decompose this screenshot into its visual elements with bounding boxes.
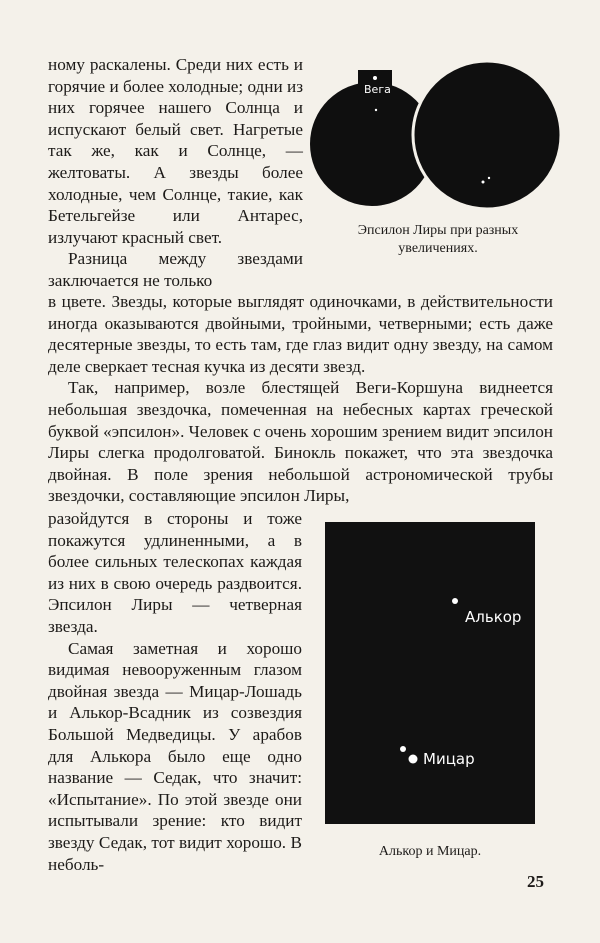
alcor-label: Алькор bbox=[465, 608, 522, 626]
epsilon-star bbox=[375, 109, 377, 111]
epsilon-star-a bbox=[482, 181, 485, 184]
text-block-top bbox=[48, 54, 303, 292]
vega-label: Вега bbox=[364, 83, 391, 96]
paragraph: разойдутся в стороны и тоже покажутся удлиненными, а в более сильных телескопах каждая из них в свою очередь раздвоится. Эпсилон Лиры — четверная звезда. bbox=[48, 509, 302, 636]
sky-background bbox=[325, 522, 535, 824]
mizar-label: Мицар bbox=[423, 750, 475, 768]
page-number: 25 bbox=[527, 872, 544, 891]
paragraph: Самая заметная и хорошо видимая невооруженным глазом двойная звезда — Мицар-Лошадь и Алькор-Всадник из созвездия Большой Медведицы. У арабов для Алькора было еще одно название — Седак, что значит: «Испытание». По этой звезде они испытывали зрение: кто видит звезду Седак, тот видит хорошо. В неболь- bbox=[48, 638, 302, 874]
mizar-star-b bbox=[409, 755, 418, 764]
figure-1-caption: Эпсилон Лиры при разных увеличениях. bbox=[357, 223, 519, 256]
alcor-mizar-illustration bbox=[325, 522, 535, 824]
paragraph: Разница между звездами заключается не только bbox=[48, 249, 303, 290]
figure-epsilon-lyrae bbox=[310, 62, 560, 212]
mizar-star-a bbox=[400, 746, 406, 752]
paragraph: Так, например, возле блестящей Веги-Коршуна виднеется небольшая звездочка, помеченная на небесных картах греческой буквой «эпсилон». Человек с очень хорошим зрением видит эпсилон Лиры слегка продолговатой. Бинокль покажет, что эта звездочка двойная. В поле зрения небольшой астрономической трубы звездочки, составляющие эпсилон Лиры, bbox=[48, 378, 553, 506]
large-field-circle bbox=[413, 62, 560, 209]
figure-alcor-mizar bbox=[325, 522, 535, 824]
vega-star bbox=[373, 76, 377, 80]
epsilon-star-b bbox=[488, 177, 490, 179]
paragraph: ному раскалены. Среди них есть и горячие и более холодные; одни из них горячее нашего Солнца и испускают белый свет. Нагретые так же, как и Солнце, — желтоваты. А звезды более холодные, чем Солнце, такие, как Бетельгейзе или Антарес, излучают красный свет. bbox=[48, 55, 303, 247]
alcor-star bbox=[452, 598, 458, 604]
text-block-middle bbox=[48, 291, 553, 507]
figure-2-caption: Алькор и Мицар. bbox=[378, 844, 482, 859]
text-block-bottom bbox=[48, 508, 302, 875]
epsilon-lyrae-illustration bbox=[310, 62, 560, 212]
paragraph: в цвете. Звезды, которые выглядят одиночками, в действительности иногда оказываются двойными, тройными, четверными; есть даже десятерные звезды, то есть там, где глаз видит одну звезду, на самом деле сверкает тесная кучка из десяти звезд. bbox=[48, 292, 553, 376]
